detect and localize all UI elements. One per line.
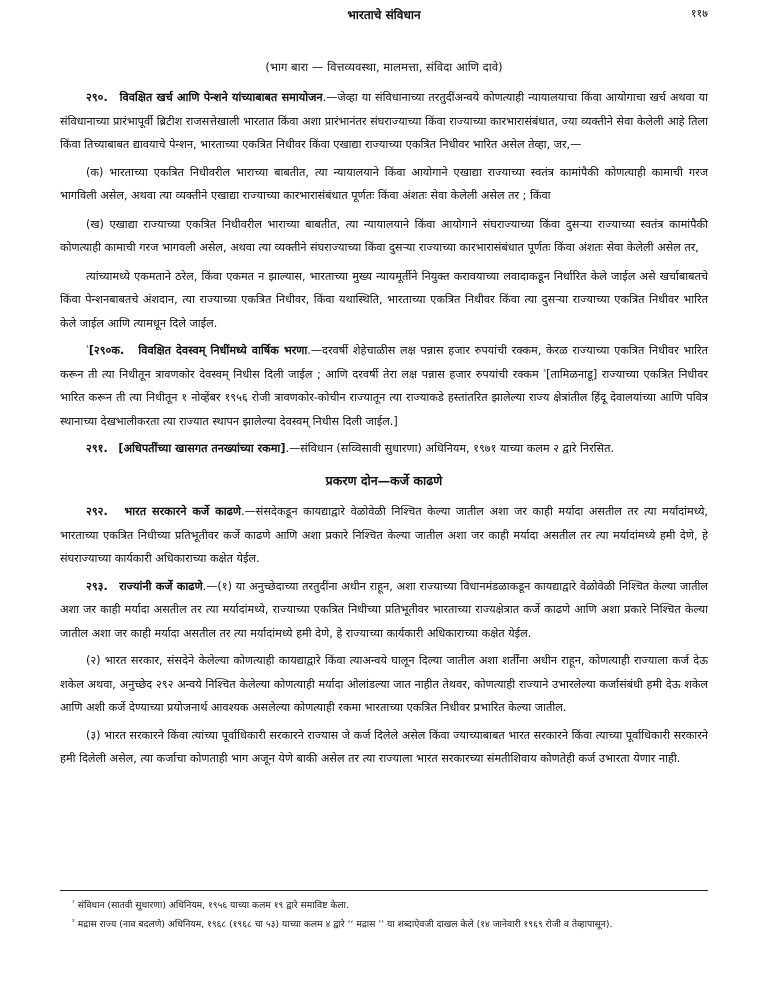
- footnotes: [60, 897, 708, 935]
- footnote-mark: ¹: [72, 899, 75, 907]
- article-number: [२९०क.: [88, 344, 125, 357]
- article-number: २९२.: [86, 505, 108, 518]
- clause-b: (ख) एखाद्या राज्याच्या एकत्रित निधीवरील भाराच्या बाबतीत, त्या न्यायालयाने किंवा आयोगाने संघराज्याच्या किंवा दुसऱ्या राज्याच्या स्वतंत्र कामांपैकी कोणत्याही कामाची गरज भागवली असेल, अथवा त्या व्यक्तीने संघराज्याच्या किंवा दुसऱ्या राज्याच्या कारभारासंबंधात पूर्णतः किंवा अंशतः सेवा केलेली असेल तर,: [60, 217, 708, 254]
- article-text: .—(१) या अनुच्छेदाच्या तरतुदींना अधीन राहून, अशा राज्याच्या विधानमंडळाकडून कायद्याद्वारे वेळोवेळी निश्चित केल्या जातील अशा जर काही मर्यादा असतील तर त्या मर्यादांमध्ये, राज्याच्या एकत्रित निधीच्या प्रतिभूतीवर भारताच्या राज्यक्षेत्रात कर्जे काढणे आणि अशा प्रकारे निश्चित केल्या जातील अशा जर काही मर्यादा असतील तर त्या मर्यादांमध्ये हमी देणे, हे राज्याच्या कार्यकारी अधिकाराच्या कक्षेत येईल.: [60, 579, 708, 640]
- footnote-2: [60, 916, 708, 933]
- part-subtitle: (भाग बारा — वित्तव्यवस्था, मालमत्ता, संविदा आणि दावे): [265, 60, 503, 74]
- chapter-heading: प्रकरण दोन—कर्जे काढणे: [325, 472, 443, 488]
- article-number: २९१.: [86, 442, 108, 455]
- article-text: .—संविधान (सव्विसावी सुधारणा) अधिनियम, १९७१ याच्या कलम २ द्वारे निरसित.: [285, 442, 615, 455]
- article-292: [60, 500, 708, 571]
- article-text: .—दरवर्षी शेहेचाळीस लक्ष पन्नास हजार रुपयांची रक्कम, केरळ राज्याच्या एकत्रित निधीवर भारित करून ती त्या निधीतून त्रावणकोर देवस्वम् निधीस दिली जाईल ; आणि दरवर्षी तेरा लक्ष पन्नास हजार रुपयांची रक्कम: [60, 344, 709, 381]
- footnote-text: संविधान (सातवी सुधारणा) अधिनियम, १९५६ याच्या कलम १९ द्वारे समाविष्ट केला.: [77, 900, 349, 911]
- footnote-mark: ²: [72, 918, 75, 926]
- article-text-continued: [तामिळनाडू] राज्याच्या एकत्रित निधीवर भारित करून ती त्या निधीतून १ नोव्हेंबर १९५६ रोजी त्रावणकोर-कोचीन राज्यातून त्या राज्याकडे हस्तांतरित झालेल्या राज्य क्षेत्रांतील हिंदू देवालयांच्या आणि पवित्र स्थानाच्या देखभालीकरता त्या राज्यात स्थापन झालेल्या देवस्वम् निधीस दिली जाईल.]: [60, 367, 709, 428]
- article-text: .—संसदेकडून कायद्याद्वारे वेळोवेळी निश्चित केल्या जातील अशा जर काही मर्यादा असतील तर त्या मर्यादांमध्ये, भारताच्या एकत्रित निधीच्या प्रतिभूतीवर कर्जे काढणे आणि अशा प्रकारे निश्चित केल्या जातील अशा जर काही मर्यादा असतील तर त्या मर्यादांमध्ये हमी देणे, हे संघराज्याच्या कार्यकारी अधिकाराच्या कक्षेत येईल.: [60, 505, 708, 565]
- running-title: भारताचे संविधान: [347, 8, 421, 22]
- footnote-text: मद्रास राज्य (नाव बदलणे) अधिनियम, १९६८ (१९६८ चा ५३) याच्या कलम ४ द्वारे ‘‘ मद्रास ’’ या शब्दाऐवजी दाखल केले (१४ जानेवारी १९६९ रोजी व तेव्हापासून).: [77, 919, 613, 930]
- footnote-marker: ¹: [86, 344, 89, 352]
- article-number: २९०.: [86, 91, 108, 104]
- running-header: [60, 6, 708, 26]
- article-text: .—जेव्हा या संविधानाच्या तरतुदींअन्वये कोणत्याही न्यायालयाचा किंवा आयोगाचा खर्च अथवा या संविधानाच्या प्रारंभापूर्वी ब्रिटीश राजसत्तेखाली भारतात किंवा अशा प्रारंभानंतर संघराज्याच्या किंवा राज्याच्या कारभारासंबंधात, ज्या व्यक्तीने सेवा केलेली आहे तिला किंवा तिच्याबाबत द्यावयाचे पेन्शन, भारताच्या एकत्रित निधीवर किंवा एखाद्या राज्याच्या एकत्रित निधीवर भारित असेल तेव्हा, जर,—: [60, 91, 709, 151]
- article-title: [अधिपतींच्या खासगत तनख्यांच्या रकमा]: [118, 442, 286, 455]
- footnote-divider: [60, 890, 708, 891]
- article-293: [60, 575, 708, 646]
- article-290: [60, 86, 708, 157]
- article-293-clause-2: (२) भारत सरकार, संसदेने केलेल्या कोणत्याही कायद्याद्वारे किंवा त्याअन्वये घालून दिल्या जातील अशा शर्तींना अधीन राहून, कोणत्याही राज्याला कर्ज देऊ शकेल अथवा, अनुच्छेद २९२ अन्वये निश्चित केलेल्या कोणत्याही मर्यादा ओलांडल्या जात नाहीत तेथवर, कोणत्याही राज्याने उभारलेल्या कर्जासंबंधी हमी देऊ शकेल आणि अशी कर्जे देण्याच्या प्रयोजनार्थ आवश्यक असलेल्या कोणत्याही रकमा भारताच्या एकत्रित निधीवर प्रभारित केल्या जातील.: [60, 654, 708, 714]
- footnote-1: [60, 897, 708, 914]
- article-293-clause-3: (३) भारत सरकारने किंवा त्यांच्या पूर्वाधिकारी सरकारने राज्यास जे कर्ज दिलेले असेल किंवा ज्याच्याबाबत भारत सरकारने किंवा त्याच्या पूर्वाधिकारी सरकारने हमी दिलेली असेल, त्या कर्जाचा कोणताही भाग अजून येणे बाकी असेल तर त्या राज्याला भारत सरकारच्या संमतीशिवाय कोणतेही कर्ज उभारता येणार नाही.: [60, 728, 708, 765]
- article-title: विवक्षित खर्च आणि पेन्शने यांच्याबाबत समायोजन: [119, 91, 323, 104]
- article-291: [60, 437, 708, 461]
- article-title: भारत सरकारने कर्जे काढणे: [124, 505, 242, 518]
- footnote-marker: ²: [543, 367, 547, 376]
- clause-a: (क) भारताच्या एकत्रित निधीवरील भाराच्या बाबतीत, त्या न्यायालयाने किंवा आयोगाने एखाद्या राज्याच्या स्वतंत्र कामांपैकी कोणत्याही कामाची गरज भागविली असेल, अथवा त्या व्यक्तीने एखाद्या राज्याच्या कारभारासंबंधात पूर्णतः किंवा अंशतः सेवा केलेली असेल तर ; किंवा: [60, 165, 708, 202]
- article-290a: [60, 339, 708, 433]
- article-title: राज्यांनी कर्जे काढणे: [119, 579, 203, 593]
- document-body: [60, 86, 708, 775]
- article-290-closing: त्यांच्यामध्ये एकमताने ठरेल, किंवा एकमत न झाल्यास, भारताच्या मुख्य न्यायमूर्तीने नियुक्त करावयाच्या लवादाकडून निर्धारित केले जाईल असे खर्चाबाबतचे किंवा पेन्शनबाबतचे अंशदान, त्या राज्याच्या एकत्रित निधीवर, किंवा यथास्थिति, भारताच्या एकत्रित निधीवर किंवा त्या दुसऱ्या राज्याच्या एकत्रित निधीवर भारित केले जाईल आणि त्यामधून दिले जाईल.: [60, 269, 708, 330]
- article-title: विवक्षित देवस्वम् निधींमध्ये वार्षिक भरणा: [138, 344, 308, 357]
- article-number: २९३.: [86, 579, 108, 593]
- page-number: ११७: [690, 7, 708, 20]
